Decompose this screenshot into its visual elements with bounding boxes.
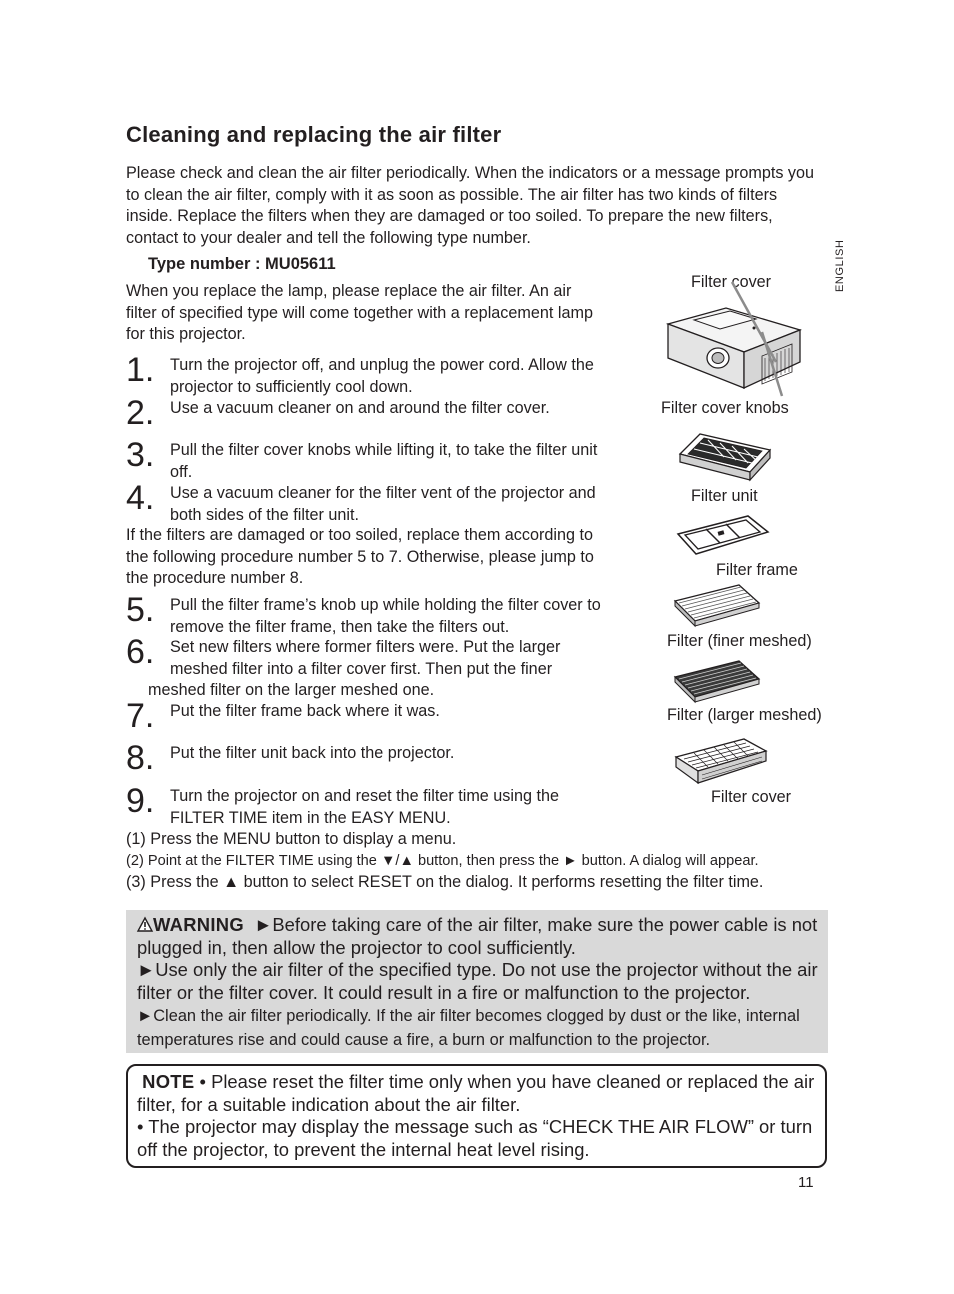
label-filter-finer: Filter (finer meshed) xyxy=(667,632,812,650)
section-title: Cleaning and replacing the air filter xyxy=(126,122,502,147)
note-heading: NOTE xyxy=(142,1071,195,1092)
language-tab: ENGLISH xyxy=(834,239,846,292)
step-3-text: Pull the filter cover knobs while lifting it, to take the filter unit off. xyxy=(170,441,598,481)
filter-finer-illustration xyxy=(673,583,763,627)
step-4-text: Use a vacuum cleaner for the filter vent of the projector and both sides of the filter unit. xyxy=(170,484,596,524)
step-5-number: 5. xyxy=(126,591,155,629)
step-2-text: Use a vacuum cleaner on and around the filter cover. xyxy=(170,399,550,417)
substep-2: (2) Point at the FILTER TIME using the ▼/▲ button, then press the ► button. A dialog will appear. xyxy=(126,853,759,869)
step-6-continuation: meshed filter on the larger meshed one. xyxy=(148,681,435,699)
step-7-number: 7. xyxy=(126,697,155,735)
step-3-number: 3. xyxy=(126,436,155,474)
step-9-number: 9. xyxy=(126,782,155,820)
substep-3: (3) Press the ▲ button to select RESET on the dialog. It performs resetting the filter time. xyxy=(126,873,764,891)
projector-illustration xyxy=(664,296,804,396)
label-filter-unit: Filter unit xyxy=(691,487,758,505)
filter-unit-illustration xyxy=(678,432,772,482)
warning-line-3: ►Clean the air filter periodically. If the air filter becomes clogged by dust or the like, internal temperatures rise and could cause a fire, a burn or malfunction to the projector. xyxy=(137,1007,800,1049)
warning-box xyxy=(126,910,828,1053)
lamp-note: When you replace the lamp, please replace the air filter. An air filter of specified type will come together with a replacement lamp for this projector. xyxy=(126,282,593,343)
filter-frame-illustration xyxy=(676,512,770,558)
step-6-number: 6. xyxy=(126,633,155,671)
filter-cover-illustration xyxy=(674,737,770,787)
note-box xyxy=(126,1064,827,1168)
warning-line-1: ►Before taking care of the air filter, make sure the power cable is not plugged in, then allow the projector to cool sufficiently. xyxy=(137,914,818,958)
note-line-1: • Please reset the filter time only when you have cleaned or replaced the air filter, for a suitable indication about the air filter. xyxy=(137,1071,815,1115)
step-1-text: Turn the projector off, and unplug the power cord. Allow the projector to sufficiently cool down. xyxy=(170,356,594,396)
warning-heading: WARNING xyxy=(153,914,244,935)
step-6-text: Set new filters where former filters were. Put the larger meshed filter into a filter cover first. Then put the finer xyxy=(170,638,561,678)
step-2-number: 2. xyxy=(126,394,155,432)
filter-larger-illustration xyxy=(673,659,763,703)
label-filter-cover-knobs: Filter cover knobs xyxy=(661,399,789,417)
note-line-2: • The projector may display the message such as “CHECK THE AIR FLOW” or turn off the projector, to prevent the internal heat level rising. xyxy=(137,1116,813,1160)
step-4-number: 4. xyxy=(126,479,155,517)
type-number: Type number : MU05611 xyxy=(148,255,336,273)
label-filter-larger: Filter (larger meshed) xyxy=(667,706,822,724)
step-1-number: 1. xyxy=(126,351,155,389)
label-filter-cover-bottom: Filter cover xyxy=(711,788,792,806)
step-8-number: 8. xyxy=(126,739,155,777)
damaged-filters-note: If the filters are damaged or too soiled, replace them according to the following procedure number 5 to 7. Otherwise, please jump to the procedure number 8. xyxy=(126,526,594,587)
label-filter-cover-top: Filter cover xyxy=(691,273,772,291)
page-number: 11 xyxy=(798,1174,814,1191)
substep-1: (1) Press the MENU button to display a menu. xyxy=(126,830,457,848)
step-8-text: Put the filter unit back into the projector. xyxy=(170,744,455,762)
warning-line-2: ►Use only the air filter of the specified type. Do not use the projector without the air filter or the filter cover. It could result in a fire or malfunction to the projector. xyxy=(137,959,818,1003)
intro-paragraph: Please check and clean the air filter periodically. When the indicators or a message prompts you to clean the air filter, comply with it as soon as possible. The air filter has two kinds of filters inside. Replace the filters when they are damaged or too soiled. To prepare the new filters, contact to your dealer and tell the following type number. xyxy=(126,164,815,247)
step-9-text: Turn the projector on and reset the filter time using the FILTER TIME item in the EASY MENU. xyxy=(170,787,560,827)
step-5-text: Pull the filter frame’s knob up while holding the filter cover to remove the filter frame, then take the filters out. xyxy=(170,596,601,636)
step-7-text: Put the filter frame back where it was. xyxy=(170,702,440,720)
warning-triangle-icon xyxy=(137,917,153,932)
label-filter-frame: Filter frame xyxy=(716,561,798,579)
